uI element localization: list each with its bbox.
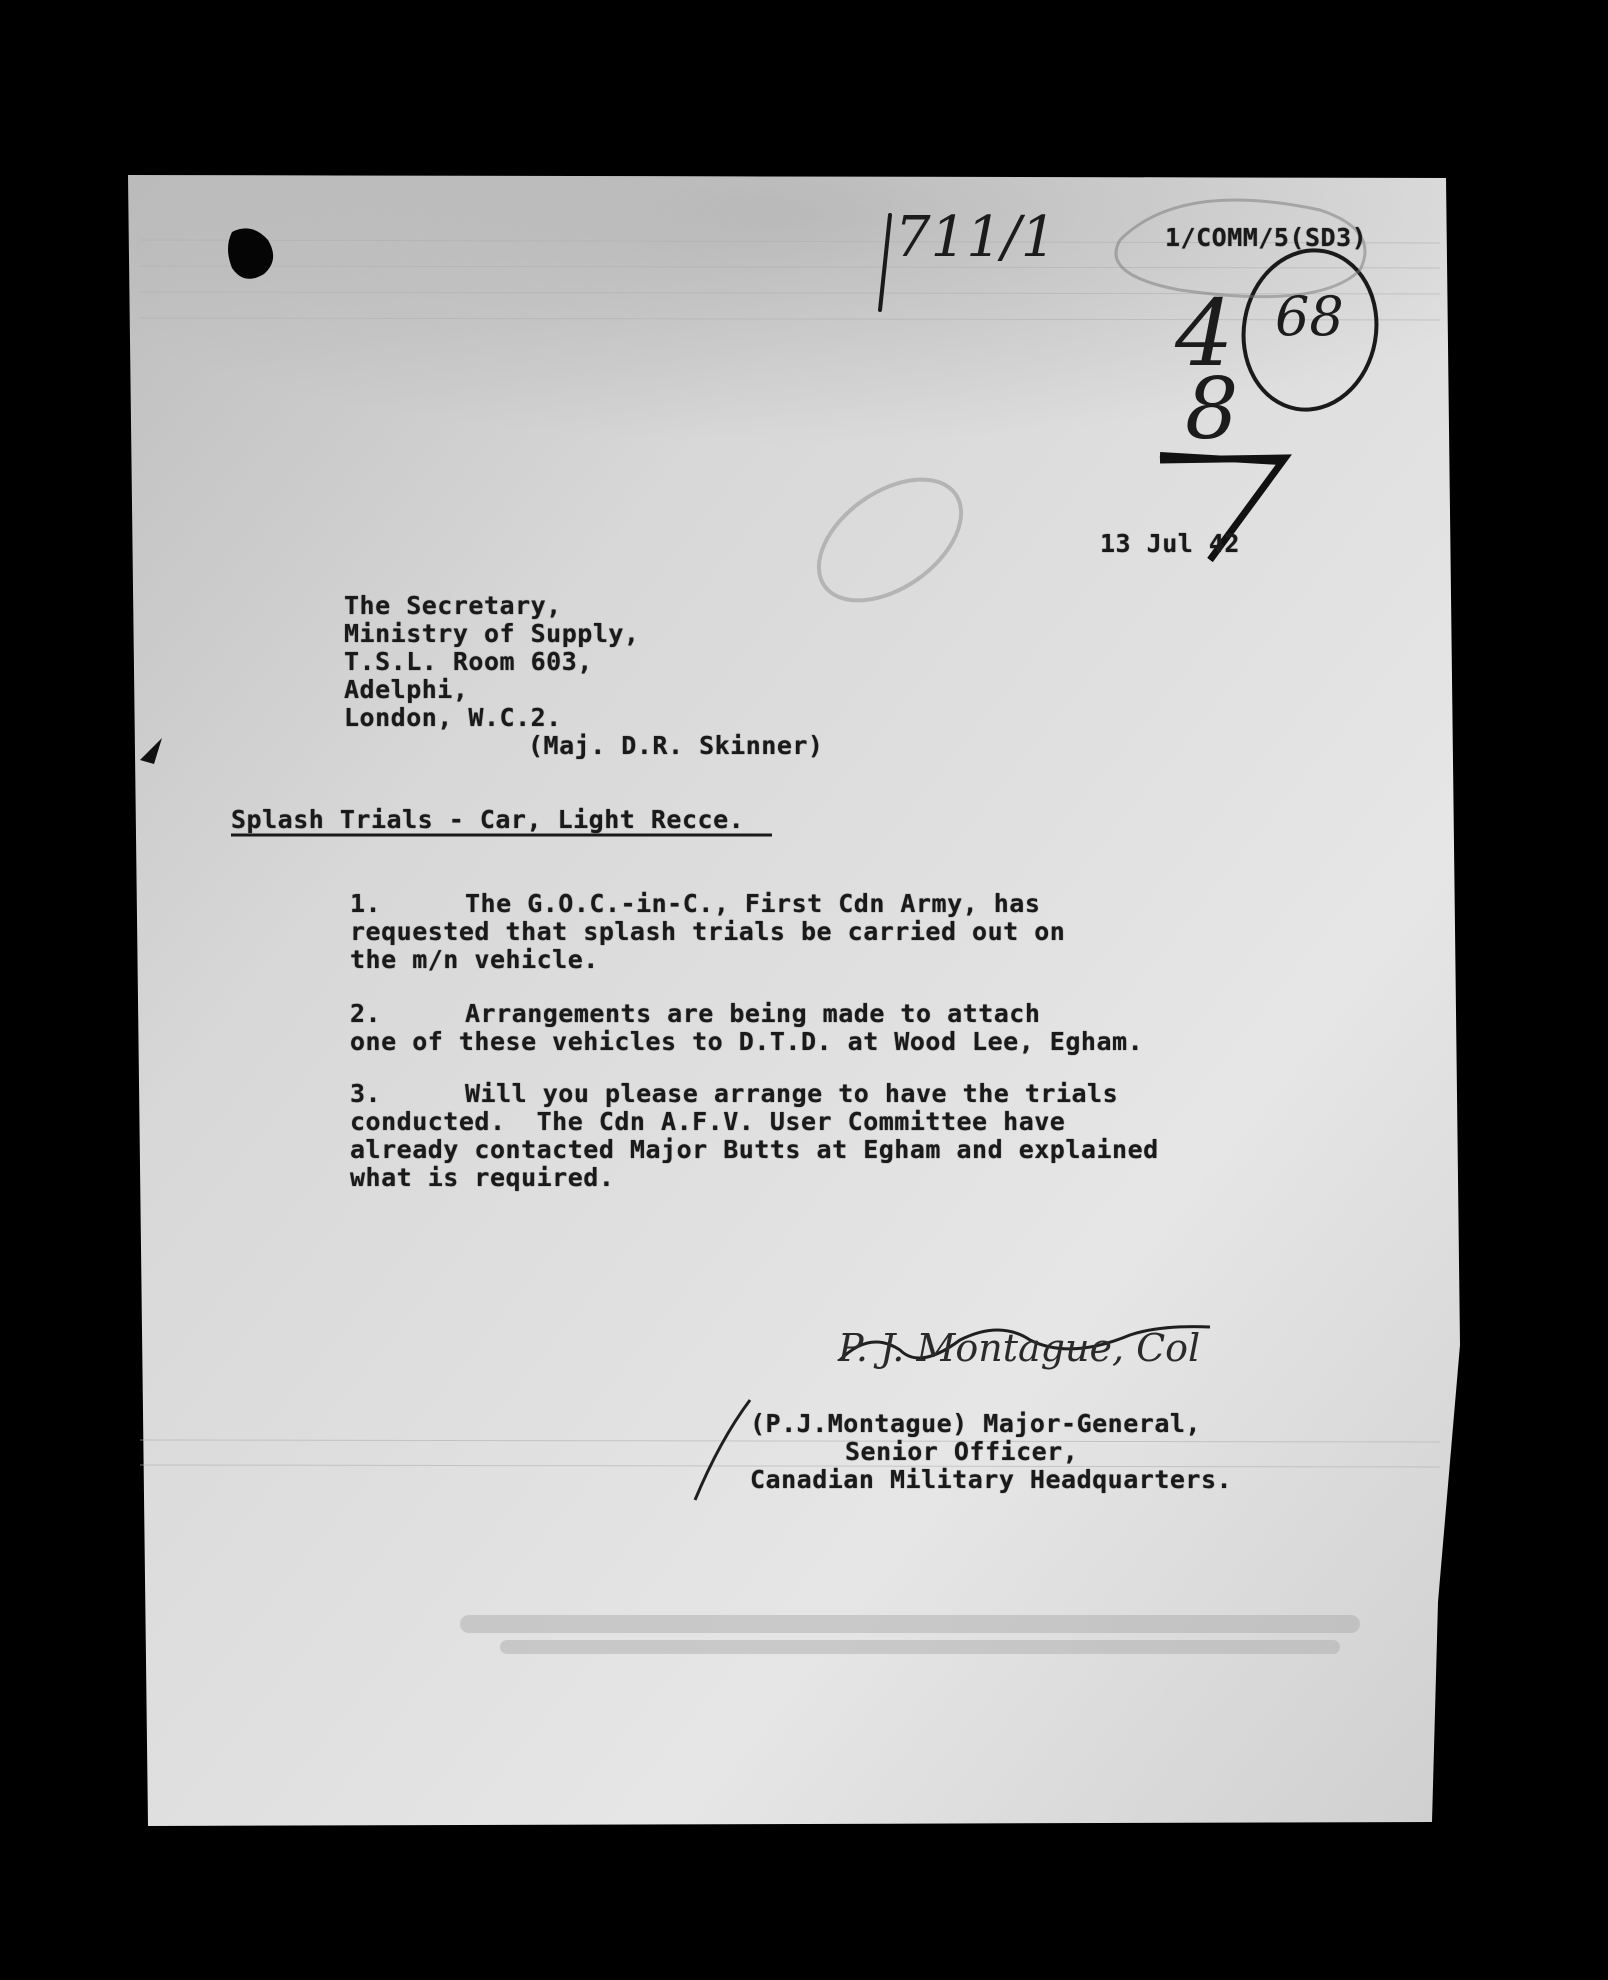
handwritten-circled-number: 68 bbox=[1275, 285, 1344, 348]
recipient-line-1: The Secretary, bbox=[344, 591, 562, 620]
letter-subject: Splash Trials - Car, Light Recce. bbox=[231, 805, 745, 834]
recipient-line-3: T.S.L. Room 603, bbox=[344, 647, 593, 676]
paragraph-3-number: 3. bbox=[350, 1079, 382, 1108]
paragraph-1-line-1: The G.O.C.-in-C., First Cdn Army, has bbox=[465, 889, 1041, 918]
paragraph-1-line-3: the m/n vehicle. bbox=[350, 945, 599, 974]
paragraph-1-line-2: requested that splash trials be carried out on bbox=[350, 917, 1066, 946]
signatory-line-2: Senior Officer, bbox=[845, 1437, 1079, 1466]
signatory-line-3: Canadian Military Headquarters. bbox=[750, 1465, 1233, 1494]
file-reference: 1/COMM/5(SD3) bbox=[1165, 223, 1368, 252]
paragraph-2-line-1: Arrangements are being made to attach bbox=[465, 999, 1041, 1028]
paragraph-3-line-2: conducted. The Cdn A.F.V. User Committee have bbox=[350, 1107, 1066, 1136]
handwritten-signature: P. J. Montague, Col bbox=[838, 1326, 1201, 1370]
recipient-line-5: London, W.C.2. bbox=[344, 703, 562, 732]
paragraph-1-number: 1. bbox=[350, 889, 382, 918]
handwritten-file-number: 711/1 bbox=[895, 205, 1057, 270]
signatory-line-1: (P.J.Montague) Major-General, bbox=[750, 1409, 1201, 1438]
recipient-line-2: Ministry of Supply, bbox=[344, 619, 640, 648]
letter-date: 13 Jul 42 bbox=[1100, 529, 1240, 558]
paragraph-2-line-2: one of these vehicles to D.T.D. at Wood Lee, Egham. bbox=[350, 1027, 1144, 1056]
paragraph-3-line-1: Will you please arrange to have the trials bbox=[465, 1079, 1119, 1108]
recipient-attention: (Maj. D.R. Skinner) bbox=[528, 731, 824, 760]
paragraph-2-number: 2. bbox=[350, 999, 382, 1028]
handwritten-number: 4 bbox=[1175, 280, 1234, 387]
paragraph-3-line-3: already contacted Major Butts at Egham and explained bbox=[350, 1135, 1159, 1164]
handwritten-fraction-numerator: 8 bbox=[1185, 360, 1239, 458]
paragraph-3-line-4: what is required. bbox=[350, 1163, 615, 1192]
recipient-line-4: Adelphi, bbox=[344, 675, 469, 704]
